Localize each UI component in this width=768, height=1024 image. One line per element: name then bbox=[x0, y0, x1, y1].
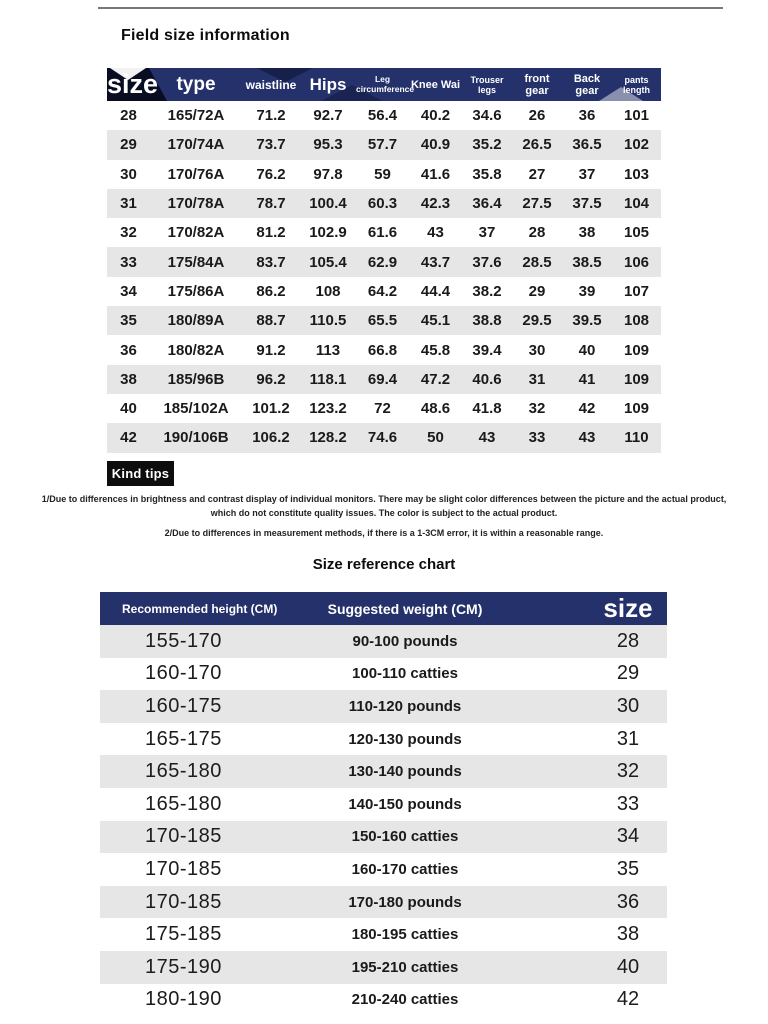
field-size-row-cell: 88.7 bbox=[256, 312, 286, 330]
size-reference-row-cell: 32 bbox=[616, 760, 640, 783]
field-size-row-cell: 43 bbox=[578, 429, 596, 447]
field-size-row-cell: 56.4 bbox=[367, 107, 398, 125]
field-size-row-cell: 95.3 bbox=[313, 136, 343, 154]
size-reference-table bbox=[100, 592, 667, 1016]
field-size-row-cell: 32 bbox=[528, 400, 546, 418]
field-size-row-cell: 37 bbox=[578, 165, 596, 183]
size-reference-row-cell: 170-185 bbox=[145, 825, 222, 848]
size-reference-row bbox=[100, 723, 667, 756]
field-size-row-cell: 26.5 bbox=[522, 136, 552, 154]
field-size-row-cell: 41.6 bbox=[420, 165, 451, 183]
field-size-row-cell: 59 bbox=[374, 165, 391, 183]
field-size-row-cell: 31 bbox=[120, 195, 137, 213]
field-size-row-cell: 110.5 bbox=[309, 312, 347, 330]
size-reference-row-cell: 180-190 bbox=[145, 988, 222, 1011]
size-reference-row-cell: 30 bbox=[616, 694, 640, 717]
field-size-row-cell: 31 bbox=[528, 370, 546, 388]
field-size-row-cell: 39 bbox=[578, 282, 596, 300]
field-size-row-cell: 37.5 bbox=[572, 195, 602, 213]
field-size-row-cell: 38.5 bbox=[572, 253, 602, 271]
size-reference-row-cell: 170-180 pounds bbox=[348, 893, 462, 911]
size-reference-row-cell: 28 bbox=[616, 629, 640, 652]
field-size-row-cell: 65.5 bbox=[367, 312, 398, 330]
field-size-row-cell: 109 bbox=[623, 400, 650, 418]
size-reference-row-cell: 165-180 bbox=[145, 760, 222, 783]
size-reference-row-cell: 33 bbox=[616, 792, 640, 815]
field-size-row-cell: 105 bbox=[623, 224, 650, 242]
field-size-row-cell: 78.7 bbox=[256, 195, 286, 213]
field-size-row bbox=[107, 394, 661, 423]
field-size-row-cell: 45.8 bbox=[420, 341, 451, 359]
field-size-row-cell: 40 bbox=[578, 341, 596, 359]
field-size-row-cell: 69.4 bbox=[367, 370, 398, 388]
field-size-row-cell: 83.7 bbox=[256, 253, 286, 271]
size-reference-row-cell: 120-130 pounds bbox=[348, 730, 462, 748]
field-size-row-cell: 62.9 bbox=[367, 253, 398, 271]
size-reference-row bbox=[100, 690, 667, 723]
field-size-row-cell: 102.9 bbox=[309, 224, 347, 242]
size-reference-row-cell: 155-170 bbox=[145, 629, 222, 652]
field-size-row-cell: 66.8 bbox=[367, 341, 398, 359]
column-header-back-gear: Back gear bbox=[573, 72, 601, 97]
field-size-row bbox=[107, 101, 661, 130]
field-size-row-cell: 36 bbox=[578, 107, 596, 125]
field-size-row-cell: 28 bbox=[120, 107, 137, 125]
size-reference-row bbox=[100, 625, 667, 658]
size-reference-row-cell: 140-150 pounds bbox=[348, 795, 462, 813]
tip-line-1: 1/Due to differences in brightness and contrast display of individual monitors. There may be slight color differences between the picture and the actual product, which do not constitute quality issues. The color is subject to the actual product. bbox=[41, 494, 727, 518]
field-size-row bbox=[107, 160, 661, 189]
field-size-row-cell: 50 bbox=[427, 429, 444, 447]
column-header-waistline: waistline bbox=[245, 77, 297, 92]
field-size-row-cell: 45.1 bbox=[420, 312, 451, 330]
field-size-row-cell: 42.3 bbox=[420, 195, 451, 213]
field-size-row-cell: 33 bbox=[120, 253, 137, 271]
field-size-row-cell: 30 bbox=[120, 165, 137, 183]
size-reference-row-cell: 34 bbox=[616, 825, 640, 848]
field-size-row-cell: 170/82A bbox=[167, 224, 225, 242]
field-size-row-cell: 57.7 bbox=[367, 136, 398, 154]
field-size-row-cell: 113 bbox=[315, 341, 341, 359]
size-reference-row-cell: 175-185 bbox=[145, 923, 222, 946]
size-reference-row bbox=[100, 755, 667, 788]
field-size-row-cell: 29.5 bbox=[522, 312, 552, 330]
field-size-row-cell: 76.2 bbox=[256, 165, 286, 183]
field-size-row-cell: 185/102A bbox=[163, 400, 229, 418]
field-size-row-cell: 73.7 bbox=[256, 136, 286, 154]
field-size-row-cell: 106.2 bbox=[252, 429, 290, 447]
field-size-row bbox=[107, 247, 661, 276]
column-header-suggested-weight: Suggested weight (CM) bbox=[327, 600, 483, 617]
size-reference-row-cell: 42 bbox=[616, 988, 640, 1011]
field-size-row-cell: 48.6 bbox=[420, 400, 451, 418]
field-size-row-cell: 40 bbox=[120, 400, 137, 418]
size-reference-row-cell: 130-140 pounds bbox=[348, 763, 462, 781]
field-size-row-cell: 32 bbox=[120, 224, 137, 242]
field-size-row-cell: 96.2 bbox=[256, 370, 286, 388]
field-size-row-cell: 28 bbox=[528, 224, 546, 242]
field-size-row-cell: 27.5 bbox=[522, 195, 552, 213]
field-size-row-cell: 33 bbox=[528, 429, 546, 447]
column-header-size: size bbox=[107, 69, 159, 99]
size-reference-row-cell: 160-175 bbox=[145, 694, 222, 717]
field-size-row-cell: 42 bbox=[120, 429, 137, 447]
size-reference-row-cell: 110-120 pounds bbox=[348, 697, 462, 715]
field-size-row-cell: 74.6 bbox=[367, 429, 398, 447]
field-size-row-cell: 185/96B bbox=[167, 370, 225, 388]
size-reference-row-cell: 165-180 bbox=[145, 792, 222, 815]
field-size-row-cell: 180/89A bbox=[167, 312, 225, 330]
size-reference-table-header bbox=[100, 592, 667, 625]
field-size-row-cell: 35.8 bbox=[472, 165, 502, 183]
size-reference-row-cell: 40 bbox=[616, 955, 640, 978]
field-size-row bbox=[107, 365, 661, 394]
size-reference-table-body bbox=[100, 625, 667, 1016]
field-size-row-cell: 40.2 bbox=[420, 107, 451, 125]
field-size-row-cell: 92.7 bbox=[313, 107, 343, 125]
size-reference-row bbox=[100, 821, 667, 854]
field-size-row-cell: 37.6 bbox=[472, 253, 502, 271]
size-reference-row bbox=[100, 951, 667, 984]
field-size-row-cell: 35 bbox=[120, 312, 137, 330]
field-size-row-cell: 109 bbox=[623, 341, 650, 359]
field-size-row-cell: 36.5 bbox=[572, 136, 602, 154]
field-size-row-cell: 91.2 bbox=[256, 341, 286, 359]
field-size-row-cell: 118.1 bbox=[309, 370, 347, 388]
field-size-row-cell: 110 bbox=[624, 429, 649, 447]
field-size-row-cell: 165/72A bbox=[167, 107, 225, 125]
size-reference-row-cell: 35 bbox=[616, 857, 640, 880]
field-size-row-cell: 29 bbox=[120, 136, 137, 154]
field-size-row-cell: 38.2 bbox=[472, 282, 502, 300]
column-header-trouser-legs: Trouser legs bbox=[470, 74, 504, 95]
field-size-row-cell: 27 bbox=[528, 165, 546, 183]
size-reference-row-cell: 210-240 catties bbox=[351, 991, 459, 1009]
field-size-row-cell: 108 bbox=[623, 312, 650, 330]
field-size-row-cell: 128.2 bbox=[309, 429, 347, 447]
field-size-row-cell: 61.6 bbox=[367, 224, 398, 242]
field-size-row-cell: 108 bbox=[315, 282, 341, 300]
size-reference-row-cell: 165-175 bbox=[145, 727, 222, 750]
column-header-pants-length: pants length bbox=[623, 74, 650, 95]
field-size-row-cell: 101 bbox=[623, 107, 650, 125]
field-size-row-cell: 97.8 bbox=[313, 165, 343, 183]
size-reference-row-cell: 175-190 bbox=[145, 955, 222, 978]
field-size-row-cell: 105.4 bbox=[309, 253, 347, 271]
size-reference-row-cell: 36 bbox=[616, 890, 640, 913]
field-size-row bbox=[107, 277, 661, 306]
field-size-row-cell: 123.2 bbox=[309, 400, 347, 418]
top-divider-line bbox=[98, 7, 723, 9]
size-reference-row-cell: 90-100 pounds bbox=[352, 632, 458, 650]
field-size-row bbox=[107, 335, 661, 364]
field-size-row-cell: 47.2 bbox=[420, 370, 451, 388]
field-size-table-header bbox=[107, 68, 661, 101]
field-size-row-cell: 170/76A bbox=[167, 165, 225, 183]
size-reference-row-cell: 29 bbox=[616, 662, 640, 685]
field-size-row bbox=[107, 423, 661, 452]
field-size-row-cell: 81.2 bbox=[256, 224, 286, 242]
field-size-row-cell: 40.9 bbox=[420, 136, 451, 154]
field-size-row-cell: 43 bbox=[427, 224, 444, 242]
field-size-row bbox=[107, 130, 661, 159]
field-size-row-cell: 41 bbox=[578, 370, 596, 388]
size-reference-row-cell: 160-170 bbox=[145, 662, 222, 685]
field-size-row-cell: 104 bbox=[623, 195, 650, 213]
field-size-row bbox=[107, 218, 661, 247]
field-size-row-cell: 36.4 bbox=[472, 195, 502, 213]
field-size-row-cell: 64.2 bbox=[367, 282, 398, 300]
field-size-row-cell: 39.5 bbox=[572, 312, 602, 330]
field-size-row-cell: 103 bbox=[623, 165, 650, 183]
field-size-title: Field size information bbox=[121, 27, 290, 44]
column-header-front-gear: front gear bbox=[524, 72, 550, 97]
size-reference-title: Size reference chart bbox=[312, 556, 456, 573]
field-size-row-cell: 34.6 bbox=[472, 107, 502, 125]
field-size-row bbox=[107, 306, 661, 335]
field-size-row-cell: 106 bbox=[623, 253, 650, 271]
field-size-row-cell: 175/86A bbox=[167, 282, 225, 300]
size-reference-row bbox=[100, 918, 667, 951]
size-reference-row-cell: 160-170 catties bbox=[351, 860, 459, 878]
field-size-row-cell: 72 bbox=[374, 400, 391, 418]
field-size-row-cell: 37 bbox=[478, 224, 496, 242]
field-size-row-cell: 43 bbox=[478, 429, 496, 447]
field-size-row-cell: 100.4 bbox=[309, 195, 347, 213]
field-size-row-cell: 38.8 bbox=[472, 312, 502, 330]
field-size-row-cell: 60.3 bbox=[367, 195, 398, 213]
field-size-row-cell: 190/106B bbox=[163, 429, 229, 447]
field-size-row-cell: 36 bbox=[120, 341, 137, 359]
size-reference-row-cell: 170-185 bbox=[145, 857, 222, 880]
size-reference-row bbox=[100, 984, 667, 1017]
size-reference-row bbox=[100, 886, 667, 919]
field-size-row-cell: 41.8 bbox=[472, 400, 502, 418]
field-size-row-cell: 180/82A bbox=[167, 341, 225, 359]
size-reference-row-cell: 38 bbox=[616, 923, 640, 946]
size-reference-row-cell: 170-185 bbox=[145, 890, 222, 913]
size-reference-row bbox=[100, 788, 667, 821]
field-size-row-cell: 175/84A bbox=[167, 253, 225, 271]
tip-line-2: 2/Due to differences in measurement methods, if there is a 1-3CM error, it is within a reasonable range. bbox=[164, 528, 604, 538]
field-size-row-cell: 29 bbox=[528, 282, 546, 300]
field-size-row-cell: 30 bbox=[528, 341, 546, 359]
column-header-recommended-height: Recommended height (CM) bbox=[122, 601, 278, 616]
field-size-row-cell: 39.4 bbox=[472, 341, 502, 359]
field-size-row-cell: 38 bbox=[578, 224, 596, 242]
size-reference-row-cell: 180-195 catties bbox=[351, 926, 459, 944]
field-size-row-cell: 26 bbox=[528, 107, 546, 125]
field-size-row-cell: 34 bbox=[120, 282, 137, 300]
field-size-row-cell: 109 bbox=[623, 370, 650, 388]
field-size-row-cell: 43.7 bbox=[420, 253, 451, 271]
column-header-type: type bbox=[176, 73, 216, 95]
field-size-row-cell: 102 bbox=[623, 136, 650, 154]
field-size-row-cell: 101.2 bbox=[252, 400, 290, 418]
size-reference-row-cell: 195-210 catties bbox=[351, 958, 459, 976]
field-size-row-cell: 86.2 bbox=[256, 282, 286, 300]
field-size-row-cell: 71.2 bbox=[256, 107, 286, 125]
field-size-row-cell: 28.5 bbox=[522, 253, 552, 271]
size-reference-row bbox=[100, 853, 667, 886]
size-reference-row-cell: 31 bbox=[616, 727, 640, 750]
field-size-row-cell: 40.6 bbox=[472, 370, 502, 388]
field-size-row-cell: 107 bbox=[623, 282, 650, 300]
field-size-table-body bbox=[107, 101, 661, 453]
field-size-row-cell: 170/78A bbox=[167, 195, 225, 213]
column-header-size: size bbox=[603, 593, 653, 623]
column-header-knee-waist: Knee Wai bbox=[410, 78, 461, 91]
column-header-leg-circumference: Leg circumference bbox=[356, 73, 415, 94]
size-reference-row-cell: 100-110 catties bbox=[352, 665, 458, 683]
column-header-hips: Hips bbox=[309, 74, 347, 94]
field-size-table bbox=[107, 68, 661, 453]
field-size-row-cell: 35.2 bbox=[472, 136, 502, 154]
size-reference-row bbox=[100, 658, 667, 691]
field-size-row-cell: 38 bbox=[120, 370, 137, 388]
field-size-row-cell: 170/74A bbox=[167, 136, 225, 154]
field-size-row-cell: 42 bbox=[578, 400, 596, 418]
size-reference-row-cell: 150-160 catties bbox=[351, 828, 459, 846]
kind-tips-label: Kind tips bbox=[107, 461, 174, 486]
field-size-row-cell: 44.4 bbox=[420, 282, 451, 300]
field-size-row bbox=[107, 189, 661, 218]
kind-tips-text bbox=[28, 493, 740, 548]
